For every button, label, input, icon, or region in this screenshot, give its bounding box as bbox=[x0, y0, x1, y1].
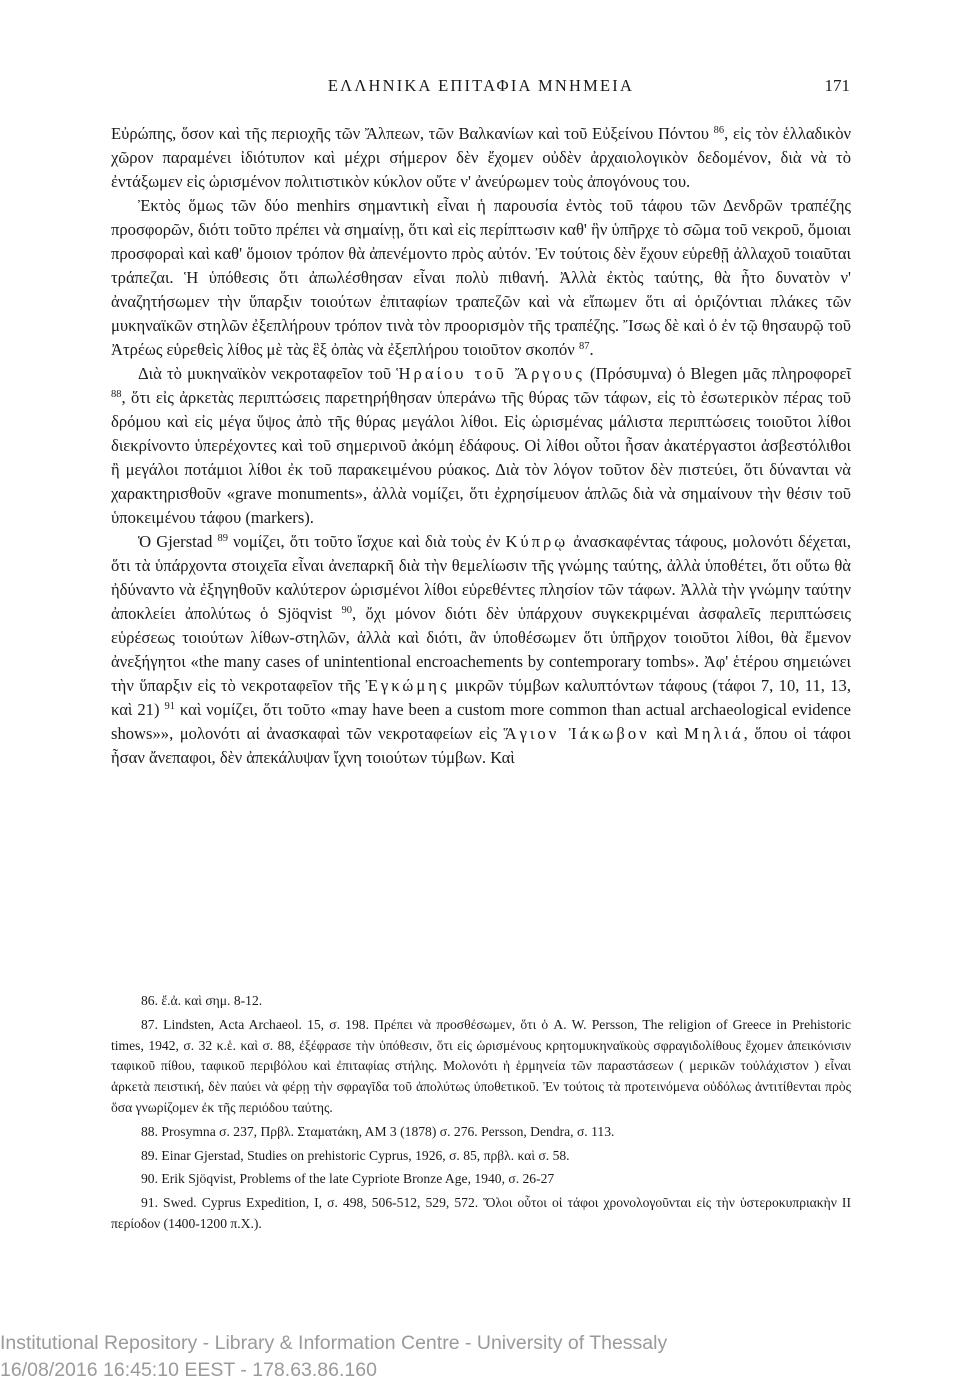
footnote-ref-90: 90 bbox=[341, 605, 352, 616]
text-run: καὶ νομίζει, ὅτι τοῦτο «may have been a custom more common than actual archaeological evidence shows»», μολονότι αἱ ἀνασκαφαὶ τῶν νεκροταφείων εἰς bbox=[111, 700, 851, 743]
text-run: . bbox=[589, 340, 594, 359]
footnote-90: 90. Erik Sjöqvist, Problems of the late Cypriote Bronze Age, 1940, σ. 26-27 bbox=[141, 1171, 555, 1187]
footnote-89: 89. Einar Gjerstad, Studies on prehistoric Cyprus, 1926, σ. 85, πρβλ. καὶ σ. 58. bbox=[141, 1147, 570, 1163]
paragraph-1 bbox=[111, 122, 851, 194]
paragraph-2 bbox=[111, 194, 851, 362]
text-run: (Πρόσυμνα) ὁ Blegen μᾶς πληροφορεῖ bbox=[584, 364, 851, 383]
spaced-place-name: Ἐγκώμης bbox=[365, 676, 450, 695]
download-timestamp: 16/08/2016 16:45:10 EEST - 178.63.86.160 bbox=[0, 1359, 377, 1381]
text-run: Ἐκτὸς ὅμως τῶν δύο menhirs σημαντικὴ εἶναι ἡ παρουσία ἐντὸς τοῦ τάφου τῶν Δενδρῶν τραπέζης προσφορῶν, διότι τοῦτο πρέπει νὰ σημαίνῃ, ὅτι καὶ εἰς περίπτωσιν καθ' ἣν ὑπῆρχε τὸ σῶμα τοῦ νεκροῦ, ὅμοιαι προσφοραὶ καὶ καθ' ὅμοιον τρόπον θὰ ἀπενέμοντο πρὸς αὐτόν. Ἐν τούτοις δὲν ἔχουν εὑρεθῇ ἀλλαχοῦ τοιαῦται τράπεζαι. Ἡ ὑπόθεσις ὅτι ἀπωλέσθησαν εἶναι πολὺ πιθανή. Ἀλλὰ ἐκτὸς ταύτης, θὰ ἦτο δυνατὸν ν' ἀναζητήσωμεν τὴν ὕπαρξιν τοιούτων ἐπιταφίων τραπεζῶν καὶ νὰ εἴπωμεν ὅτι αἱ ὁριζόντιαι πλάκες τῶν μυκηναϊκῶν στηλῶν ἐξεπλήρουν τρόπον τινὰ τὸν προορισμὸν τῆς τραπέζης. Ἴσως δὲ καὶ ὁ ἐν τῷ θησαυρῷ τοῦ Ἀτρέως εὑρεθεὶς λίθος μὲ τὰς ἓξ ὀπὰς νὰ ἐξεπλήρου τοιοῦτον σκοπόν bbox=[111, 196, 851, 359]
text-run: καὶ bbox=[649, 724, 685, 743]
text-run: , ὅπου οἱ τάφοι ἦσαν ἄνεπαφοι, δὲν ἀπεκάλυψαν ἴχνη τοιούτων τύμβων. Καὶ bbox=[111, 724, 852, 767]
footnotes bbox=[111, 991, 851, 1238]
text-run: , ὄχι μόνον διότι δὲν ὑπάρχουν συγκεκριμέναι ἀσφαλεῖς περιπτώσεις εὑρέσεως τοιούτων λίθων-στηλῶν, ἀλλὰ καὶ διότι, ἂν ὑποθέσωμεν ὅτι ὑπῆρχον τοιοῦτοι λίθοι, θὰ ἔμενον ἀνεξήγητοι «the many cases of unintentional encroachements by contemporary tombs». Ἀφ' ἑτέρου σημειώνει τὴν ὕπαρξιν εἰς τὸ νεκροταφεῖον τῆς bbox=[111, 604, 851, 695]
footnote-ref-91: 91 bbox=[164, 701, 175, 712]
footnote-ref-88: 88 bbox=[111, 389, 122, 400]
spaced-place-name: Μηλιά bbox=[684, 724, 744, 743]
footnote-88: 88. Prosymna σ. 237, Πρβλ. Σταματάκη, ΑΜ 3 (1878) σ. 276. Persson, Dendra, σ. 113. bbox=[141, 1123, 615, 1139]
footnote-ref-87: 87 bbox=[578, 341, 590, 352]
footnote-87: 87. Lindsten, Acta Archaeol. 15, σ. 198. Πρέπει νὰ προσθέσωμεν, ὅτι ὁ A. W. Persson, The religion of Greece in Prehistoric times, 1942, σ. 32 κ.ἑ. καὶ σ. 88, ἐξέφρασε τὴν ὑπόθεσιν, ὅτι εἰς ὡρισμένους κρητομυκηναϊκοὺς σφραγιδολίθους ἔχομεν ἀπεικόνισιν ταφικοῦ πίθου, ταφικοῦ περιβόλου καὶ ἐπιταφίας στήλης. Μολονότι ἡ ἑρμηνεία τῶν παραστάσεων ( μερικῶν τοὐλάχιστον ) εἶναι ἀρκετὰ πειστική, δὲν παύει νὰ φέρῃ τὴν σφραγῖδα τοῦ ἀπολύτως ὑποθετικοῦ. Ἐν τούτοις τὰ προτεινόμενα οὐδόλως ἀντιτίθενται πρὸς ὅσα γνωρίζομεν ἐκ τῆς περιόδου ταύτης. bbox=[111, 1016, 851, 1115]
page-number: 171 bbox=[824, 76, 850, 95]
paragraph-4 bbox=[111, 530, 851, 770]
spaced-place-name: Ἅγιον Ἰάκωβον bbox=[503, 724, 650, 743]
text-run: Ὁ Gjerstad bbox=[138, 532, 218, 551]
text-run: , ὅτι εἰς ἀρκετὰς περιπτώσεις παρετηρήθησαν ὑπεράνω τῆς θύρας τῶν τάφων, εἰς τὸ ἐσωτερικὸν πέρας τοῦ δρόμου καὶ εἰς μέγα ὕψος ἀπὸ τῆς θύρας μεγάλοι λίθοι. Εἰς ὡρισμένας μάλιστα περιπτώσεις τοιοῦτοι λίθοι διεκρίνοντο ὑπερέχοντες καὶ τοῦ σημερινοῦ ἀκόμη ἐδάφους. Οἱ λίθοι οὗτοι ἦσαν ἀκατέργαστοι ἀσβεστόλιθοι ἢ μεγάλοι ποτάμιοι λίθοι ἐκ τοῦ παρακειμένου ρύακος. Διὰ τὸν λόγον τοῦτον δὲν πιστεύει, ὅτι δύνανται νὰ χαρακτηρισθοῦν «grave monuments», ἀλλὰ νομίζει, ὅτι ἐχρησίμευον ἁπλῶς διὰ νὰ σημαίνουν τὴν θέσιν τοῦ ὑποκειμένου τάφου (markers). bbox=[111, 388, 851, 527]
repository-name: Institutional Repository - Library & Information Centre - University of Thessaly bbox=[0, 1332, 668, 1354]
text-run: Εὐρώπης, ὅσον καὶ τῆς περιοχῆς τῶν Ἄλπεων, τῶν Βαλκανίων καὶ τοῦ Εὐξείνου Πόντου bbox=[111, 124, 714, 143]
spaced-place-name: Ἡραίου τοῦ Ἄργους bbox=[396, 364, 585, 383]
text-run: μικρῶν τύμβων καλυπτόντων τάφους (τάφοι 7, 10, 11, 13, καὶ 21) bbox=[111, 676, 852, 719]
paragraph-3 bbox=[111, 362, 851, 530]
text-run: ἀνασκαφέντας τάφους, μολονότι δέχεται, ὅτι τὰ ὑπάρχοντα στοιχεῖα εἶναι ἀνεπαρκῆ διὰ τὴν θεμελίωσιν τῆς γνώμης ταύτης, ἀλλὰ ὑποθέτει, ὅτι οὕτω θὰ ἠδύναντο νὰ ἐξηγηθοῦν καλύτερον ὡρισμένοι λίθοι εὑρεθέντες πλησίον τῶν τάφων. Ἀλλὰ τὴν γνώμην ταύτην ἀποκλείει ἀπολύτως ὁ Sjöqvist bbox=[111, 532, 851, 623]
running-title: ΕΛΛΗΝΙΚΑ ΕΠΙΤΑΦΙΑ ΜΝΗΜΕΙΑ bbox=[327, 76, 635, 95]
spaced-place-name: Κύπρῳ bbox=[505, 532, 569, 551]
footnote-86: 86. ἔ.ἀ. καὶ σημ. 8-12. bbox=[141, 993, 263, 1008]
repository-watermark bbox=[0, 1330, 960, 1384]
footnote-ref-86: 86 bbox=[713, 125, 725, 136]
text-run: Διὰ τὸ μυκηναϊκὸν νεκροταφεῖον τοῦ bbox=[138, 364, 397, 383]
page-header bbox=[112, 76, 850, 106]
text-run: νομίζει, ὅτι τοῦτο ἴσχυε καὶ διὰ τοὺς ἐν bbox=[228, 532, 506, 551]
main-text bbox=[111, 122, 851, 770]
footnote-ref-89: 89 bbox=[217, 533, 228, 544]
footnote-91: 91. Swed. Cyprus Expedition, I, σ. 498, 506-512, 529, 572. Ὅλοι οὗτοι οἱ τάφοι χρονολογοῦνται εἰς τὴν ὑστεροκυπριακὴν ΙΙ περίοδον (1400-1200 π.Χ.). bbox=[111, 1195, 851, 1231]
text-run: , εἰς τὸν ἑλλαδικὸν χῶρον παραμένει ἰδιότυπον καὶ μέχρι σήμερον δὲν ἔχομεν οὐδὲν ἀρχαιολογικὸν δεδομένον, διὰ νὰ τὸ ἐντάξωμεν εἰς ὡρισμένον πολιτιστικὸν κύκλον οὔτε ν' ἀνεύρωμεν τοὺς ἀπογόνους του. bbox=[111, 124, 851, 191]
